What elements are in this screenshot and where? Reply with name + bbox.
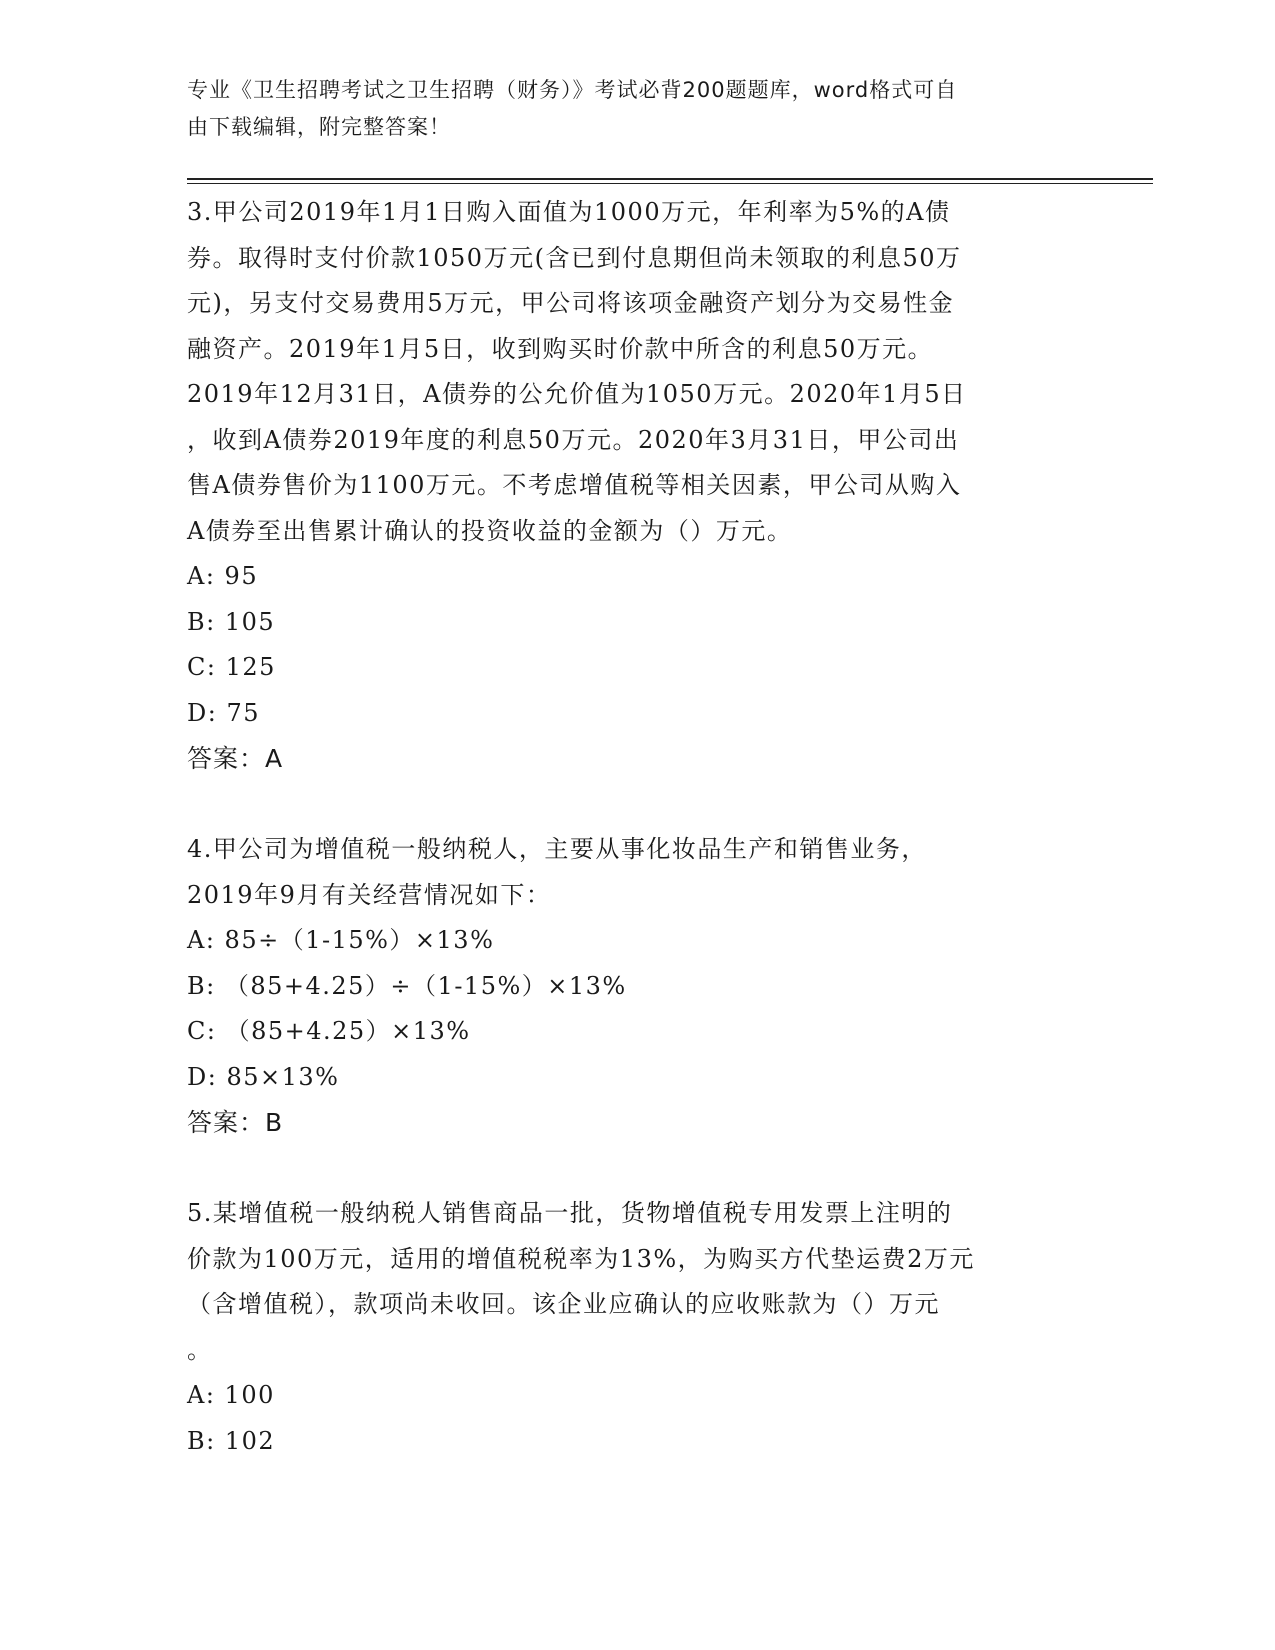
option-a: A: 100 (187, 1381, 275, 1409)
option-d: D: 75 (187, 698, 260, 727)
question-line: 元)，另支付交易费用5万元，甲公司将该项金融资产划分为交易性金 (187, 289, 955, 317)
option-d: D: 85×13% (187, 1062, 340, 1091)
option-b: B: （85+4.25）÷（1-15%）×13% (187, 971, 627, 1000)
document-header (187, 72, 1067, 146)
header-line-2: 由下载编辑，附完整答案！ (187, 115, 451, 139)
question-line: A债券至出售累计确认的投资收益的金额为（）万元。 (187, 516, 793, 545)
question-spacer (187, 782, 1087, 828)
option-b: B: 105 (187, 607, 276, 636)
header-rule-thick (187, 178, 1153, 180)
question-spacer (187, 1146, 1087, 1192)
question-text (187, 827, 1087, 918)
question-line: 售A债券售价为1100万元。不考虑增值税等相关因素，甲公司从购入 (187, 471, 962, 499)
question-block (187, 827, 1087, 1146)
question-line: 券。取得时支付价款1050万元(含已到付息期但尚未领取的利息50万 (187, 243, 962, 272)
question-line: 价款为100万元，适用的增值税税率为13%，为购买方代垫运费2万元 (187, 1244, 975, 1273)
question-line: 2019年9月有关经营情况如下： (187, 880, 552, 909)
question-text (187, 190, 1087, 554)
question-block (187, 190, 1087, 782)
question-line: （含增值税），款项尚未收回。该企业应确认的应收账款为（）万元 (187, 1290, 940, 1318)
answer-line: 答案：A (187, 744, 284, 773)
question-line: 。 (187, 1335, 213, 1364)
question-line: 4.甲公司为增值税一般纳税人，主要从事化妆品生产和销售业务， (187, 835, 927, 863)
answer-line: 答案：B (187, 1108, 284, 1137)
option-a: A: 95 (187, 562, 259, 590)
option-b: B: 102 (187, 1426, 276, 1455)
question-line: 5.某增值税一般纳税人销售商品一批，货物增值税专用发票上注明的 (187, 1199, 953, 1227)
header-rule-thin (187, 183, 1153, 184)
question-list (187, 190, 1087, 1464)
option-c: C: （85+4.25）×13% (187, 1017, 471, 1045)
question-line: 融资产。2019年1月5日，收到购买时价款中所含的利息50万元。 (187, 334, 934, 363)
question-line: 2019年12月31日，A债券的公允价值为1050万元。2020年1月5日 (187, 380, 967, 408)
question-text (187, 1191, 1087, 1373)
question-line: 3.甲公司2019年1月1日购入面值为1000万元，年利率为5%的A债 (187, 198, 951, 226)
option-c: C: 125 (187, 653, 276, 681)
option-a: A: 85÷（1-15%）×13% (187, 926, 495, 954)
question-block (187, 1191, 1087, 1464)
question-line: ，收到A债券2019年度的利息50万元。2020年3月31日，甲公司出 (187, 425, 960, 454)
header-line-1: 专业《卫生招聘考试之卫生招聘（财务）》考试必背200题题库，word格式可自 (187, 78, 958, 102)
